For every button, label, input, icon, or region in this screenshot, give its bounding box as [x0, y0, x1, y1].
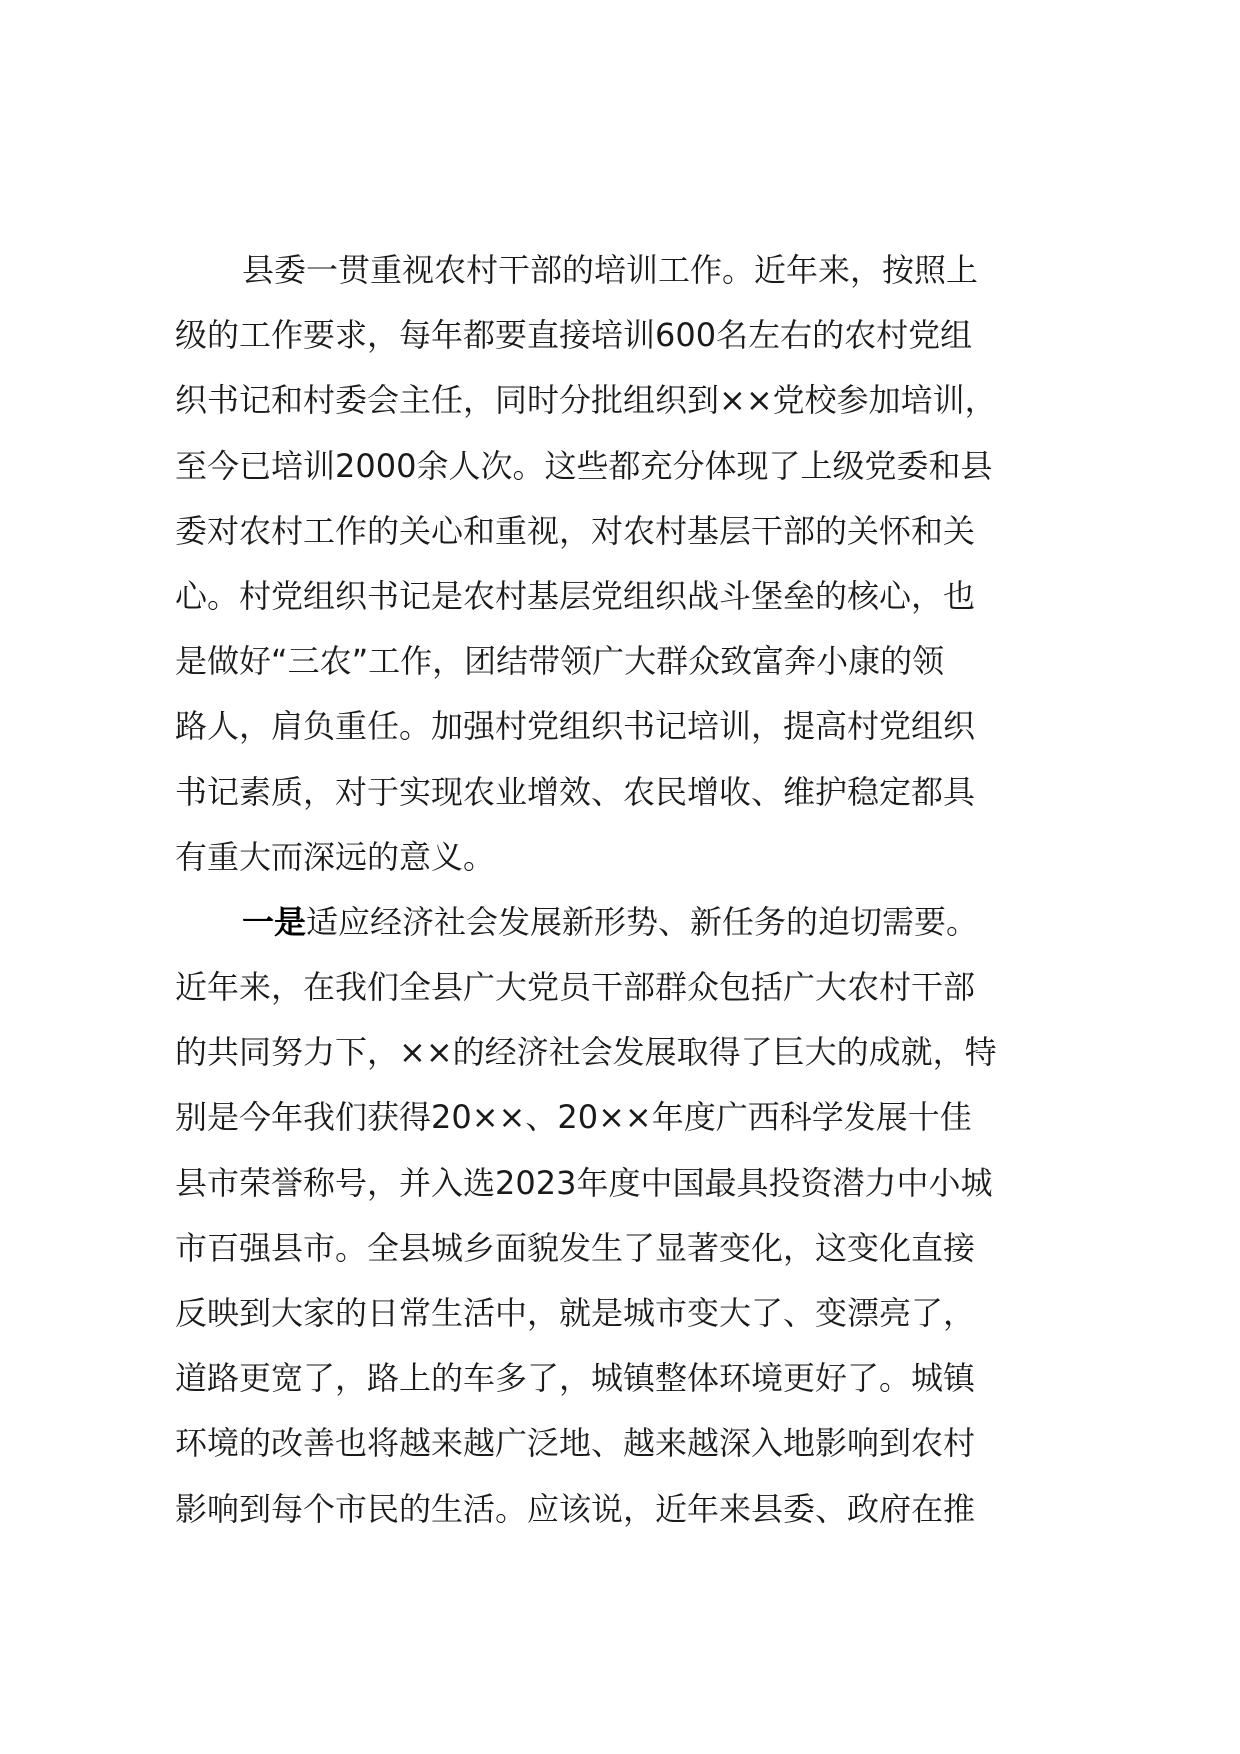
text-line: 是做好“三农”工作，团结带领广大群众致富奔小康的领: [175, 642, 945, 681]
text-line-first: [175, 890, 1105, 955]
text-line: 道路更宽了，路上的车多了，城镇整体环境更好了。城镇: [175, 1359, 976, 1398]
document-body: [175, 238, 1105, 1542]
paragraph-1: [175, 238, 1105, 890]
text-line: 环境的改善也将越来越广泛地、越来越深入地影响到农村: [175, 1424, 976, 1463]
text-line: 至今已培训2000余人次。这些都充分体现了上级党委和县: [175, 446, 993, 485]
text-line: 织书记和村委会主任，同时分批组织到××党校参加培训，: [175, 381, 997, 420]
text-line-rest: 适应经济社会发展新形势、新任务的迫切需要。: [306, 902, 979, 941]
text-line: 市百强县市。全县城乡面貌发生了显著变化，这变化直接: [175, 1228, 976, 1267]
text-line: 有重大而深远的意义。: [175, 837, 496, 876]
text-line: 级的工作要求，每年都要直接培训600名左右的农村党组: [175, 316, 973, 355]
text-line: 的共同努力下，××的经济社会发展取得了巨大的成就，特: [175, 1033, 997, 1072]
text-line: 书记素质，对于实现农业增效、农民增收、维护稳定都具: [175, 772, 976, 811]
text-line: 县委一贯重视农村干部的培训工作。近年来，按照上: [242, 251, 979, 289]
text-line: 心。村党组织书记是农村基层党组织战斗堡垒的核心，也: [175, 576, 976, 615]
paragraph-lead: 一是: [242, 902, 307, 941]
text-line: 近年来，在我们全县广大党员干部群众包括广大农村干部: [175, 968, 976, 1007]
text-line: 反映到大家的日常生活中，就是城市变大了、变漂亮了，: [175, 1294, 976, 1332]
text-line: 路人，肩负重任。加强村党组织书记培训，提高村党组织: [175, 707, 976, 746]
text-line: 县市荣誉称号，并入选2023年度中国最具投资潜力中小城: [175, 1163, 993, 1202]
text-line: 委对农村工作的关心和重视，对农村基层干部的关怀和关: [175, 511, 976, 550]
text-line: 影响到每个市民的生活。应该说，近年来县委、政府在推: [175, 1489, 976, 1528]
text-line: 别是今年我们获得20××、20××年度广西科学发展十佳: [175, 1098, 972, 1137]
paragraph-2: [175, 890, 1105, 1542]
